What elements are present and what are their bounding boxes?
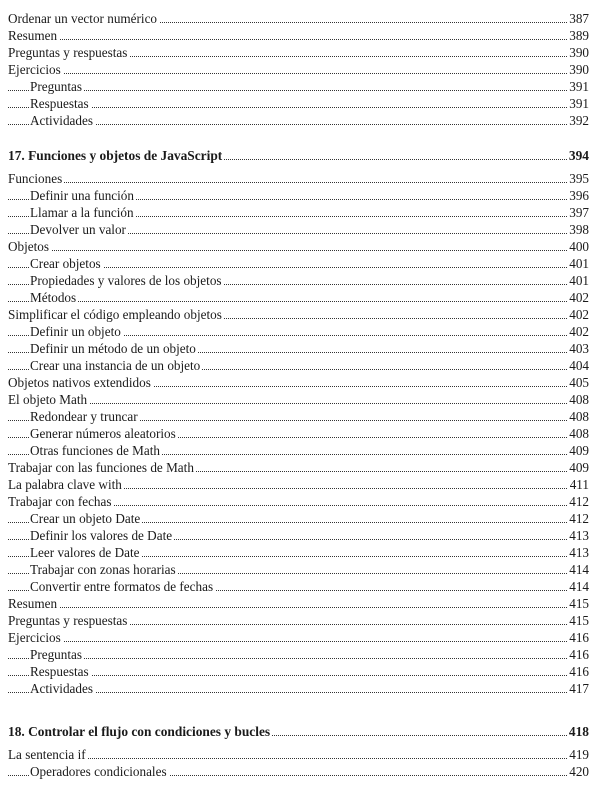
dot-leader xyxy=(8,73,587,74)
dot-leader xyxy=(8,403,587,404)
entry-page-number: 400 xyxy=(569,239,589,254)
dot-leader xyxy=(8,675,587,676)
entry-title: Objetos xyxy=(8,239,50,254)
entry-page-number: 417 xyxy=(569,681,589,696)
toc-entry xyxy=(0,680,600,698)
entry-title: Operadores condicionales xyxy=(30,764,167,779)
entry-title: Generar números aleatorios xyxy=(30,426,176,441)
entry-title: Definir un método de un objeto xyxy=(30,341,196,356)
toc-entry xyxy=(0,578,600,596)
entry-title: Otras funciones de Math xyxy=(30,443,161,458)
entry-title: Convertir entre formatos de fechas xyxy=(30,579,214,594)
entry-page-number: 416 xyxy=(569,664,589,679)
entry-page-number: 408 xyxy=(569,409,589,424)
entry-title: Definir un objeto xyxy=(30,324,121,339)
entry-title: Objetos nativos extendidos xyxy=(8,375,151,390)
entry-page-number: 415 xyxy=(569,613,589,628)
toc-entry xyxy=(0,204,600,222)
entry-title: Crear un objeto Date xyxy=(30,511,141,526)
entry-title: Preguntas y respuestas xyxy=(8,45,128,60)
toc-entry xyxy=(0,112,600,130)
entry-page-number: 390 xyxy=(569,45,589,60)
entry-page-number: 414 xyxy=(569,579,589,594)
entry-title: Trabajar con zonas horarias xyxy=(30,562,176,577)
entry-page-number: 389 xyxy=(569,28,589,43)
entry-title: Actividades xyxy=(30,681,93,696)
entry-page-number: 412 xyxy=(569,494,589,509)
toc-entry xyxy=(0,10,600,28)
dot-leader xyxy=(8,107,587,108)
entry-page-number: 405 xyxy=(569,375,589,390)
entry-title: Ejercicios xyxy=(8,630,61,645)
entry-page-number: 403 xyxy=(569,341,589,356)
entry-title: Ordenar un vector numérico xyxy=(8,11,158,26)
entry-title: 18. Controlar el flujo con condiciones y bucles xyxy=(8,724,271,739)
entry-page-number: 413 xyxy=(569,545,589,560)
toc-entry xyxy=(0,170,600,188)
entry-title: Métodos xyxy=(30,290,77,305)
entry-page-number: 404 xyxy=(569,358,589,373)
entry-title: La palabra clave with xyxy=(8,477,122,492)
entry-page-number: 409 xyxy=(569,443,589,458)
entry-title: Trabajar con las funciones de Math xyxy=(8,460,194,475)
toc-entry xyxy=(0,306,600,324)
entry-page-number: 419 xyxy=(569,747,589,762)
entry-title: Crear objetos xyxy=(30,256,101,271)
toc-entry xyxy=(0,646,600,664)
entry-page-number: 420 xyxy=(569,764,589,779)
entry-page-number: 413 xyxy=(569,528,589,543)
toc-entry xyxy=(0,238,600,256)
entry-page-number: 411 xyxy=(569,477,589,492)
entry-page-number: 416 xyxy=(569,647,589,662)
entry-title: Definir una función xyxy=(30,188,134,203)
entry-page-number: 409 xyxy=(569,460,589,475)
dot-leader xyxy=(8,90,587,91)
toc-entry xyxy=(0,663,600,681)
toc-entry xyxy=(0,27,600,45)
entry-page-number: 416 xyxy=(569,630,589,645)
toc-entry xyxy=(0,374,600,392)
dot-leader xyxy=(8,250,587,251)
entry-page-number: 394 xyxy=(568,148,589,163)
entry-title: Propiedades y valores de los objetos xyxy=(30,273,222,288)
entry-page-number: 414 xyxy=(569,562,589,577)
toc-entry xyxy=(0,561,600,579)
chapter-entry xyxy=(0,723,600,741)
toc-entry xyxy=(0,476,600,494)
entry-title: Llamar a la función xyxy=(30,205,134,220)
toc-entry xyxy=(0,612,600,630)
toc-entry xyxy=(0,527,600,545)
toc-entry xyxy=(0,493,600,511)
toc-entry xyxy=(0,255,600,273)
entry-page-number: 412 xyxy=(569,511,589,526)
entry-title: Ejercicios xyxy=(8,62,61,77)
entry-title: La sentencia if xyxy=(8,747,86,762)
chapter-entry xyxy=(0,147,600,165)
toc-entry xyxy=(0,289,600,307)
toc-entry xyxy=(0,408,600,426)
entry-page-number: 397 xyxy=(569,205,589,220)
toc-entry xyxy=(0,78,600,96)
dot-leader xyxy=(8,182,587,183)
dot-leader xyxy=(8,758,587,759)
toc-entry xyxy=(0,44,600,62)
toc-entry xyxy=(0,510,600,528)
entry-page-number: 418 xyxy=(568,724,589,739)
entry-title: Preguntas xyxy=(30,647,83,662)
entry-title: Preguntas y respuestas xyxy=(8,613,128,628)
entry-page-number: 402 xyxy=(569,290,589,305)
entry-page-number: 390 xyxy=(569,62,589,77)
entry-title: Preguntas xyxy=(30,79,83,94)
entry-title: Resumen xyxy=(8,28,58,43)
entry-page-number: 398 xyxy=(569,222,589,237)
entry-page-number: 401 xyxy=(569,273,589,288)
toc-entry xyxy=(0,763,600,781)
entry-page-number: 396 xyxy=(569,188,589,203)
entry-title: Funciones xyxy=(8,171,63,186)
entry-title: Leer valores de Date xyxy=(30,545,140,560)
entry-title: Trabajar con fechas xyxy=(8,494,112,509)
entry-title: Redondear y truncar xyxy=(30,409,138,424)
entry-page-number: 395 xyxy=(569,171,589,186)
entry-page-number: 408 xyxy=(569,392,589,407)
entry-page-number: 402 xyxy=(569,324,589,339)
toc-entry xyxy=(0,340,600,358)
toc-entry xyxy=(0,459,600,477)
entry-title: Resumen xyxy=(8,596,58,611)
toc-entry xyxy=(0,595,600,613)
toc-entry xyxy=(0,187,600,205)
entry-page-number: 401 xyxy=(569,256,589,271)
toc-entry xyxy=(0,629,600,647)
entry-title: Respuestas xyxy=(30,96,89,111)
dot-leader xyxy=(8,641,587,642)
toc-entry xyxy=(0,357,600,375)
toc-entry xyxy=(0,272,600,290)
toc-entry xyxy=(0,425,600,443)
entry-title: Crear una instancia de un objeto xyxy=(30,358,201,373)
entry-title: Definir los valores de Date xyxy=(30,528,173,543)
toc-entry xyxy=(0,323,600,341)
entry-page-number: 387 xyxy=(569,11,589,26)
entry-title: El objeto Math xyxy=(8,392,88,407)
entry-title: Devolver un valor xyxy=(30,222,126,237)
dot-leader xyxy=(8,39,587,40)
entry-title: 17. Funciones y objetos de JavaScript xyxy=(8,148,223,163)
entry-page-number: 392 xyxy=(569,113,589,128)
toc-entry xyxy=(0,221,600,239)
entry-title: Respuestas xyxy=(30,664,89,679)
toc-entry xyxy=(0,746,600,764)
toc-entry xyxy=(0,442,600,460)
entry-page-number: 415 xyxy=(569,596,589,611)
entry-page-number: 391 xyxy=(569,96,589,111)
entry-page-number: 391 xyxy=(569,79,589,94)
toc-entry xyxy=(0,95,600,113)
toc-entry xyxy=(0,544,600,562)
dot-leader xyxy=(8,658,587,659)
dot-leader xyxy=(8,607,587,608)
entry-page-number: 408 xyxy=(569,426,589,441)
entry-title: Simplificar el código empleando objetos xyxy=(8,307,222,322)
toc-entry xyxy=(0,391,600,409)
dot-leader xyxy=(8,301,587,302)
entry-title: Actividades xyxy=(30,113,93,128)
toc-entry xyxy=(0,61,600,79)
entry-page-number: 402 xyxy=(569,307,589,322)
